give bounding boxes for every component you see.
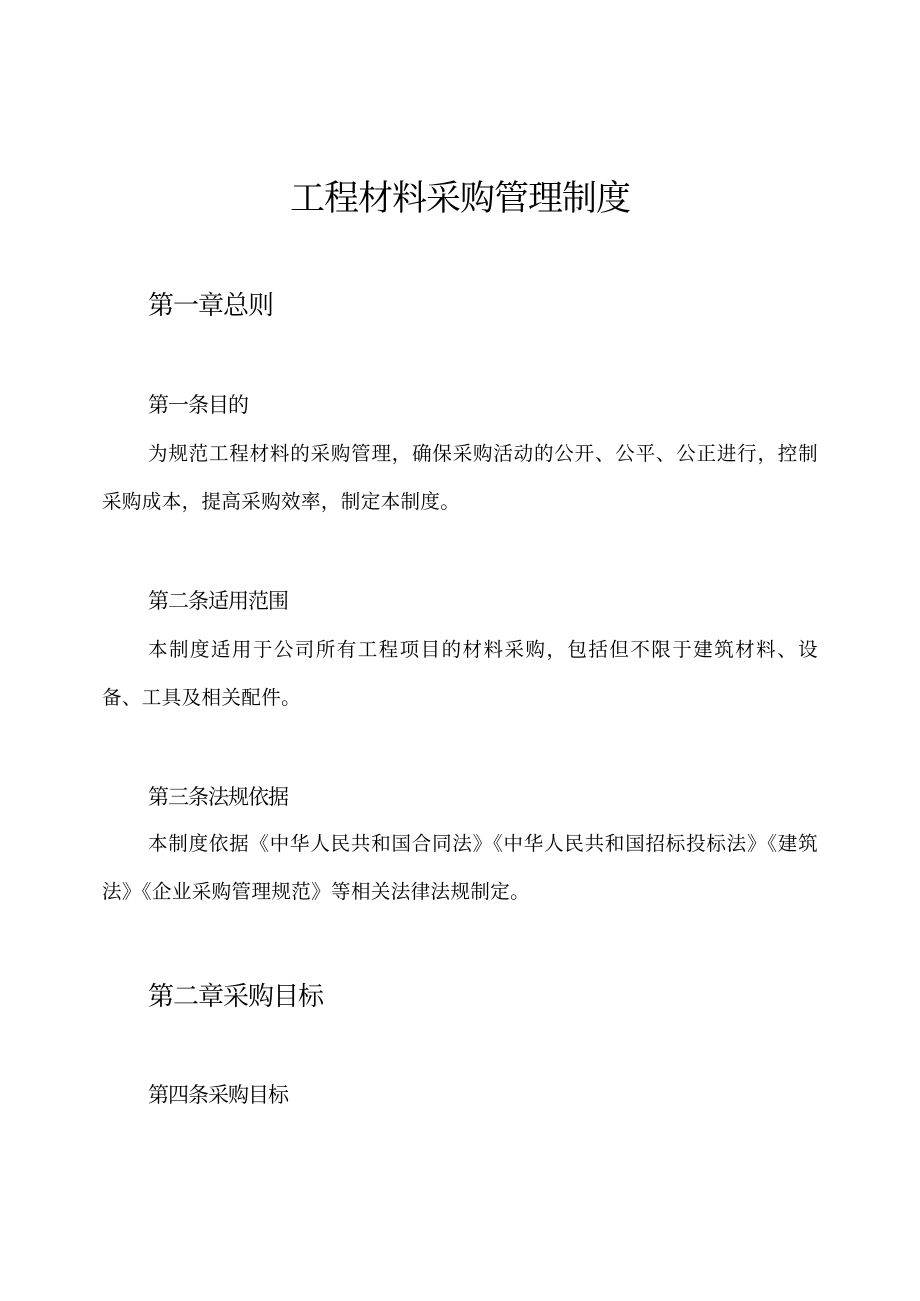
article-3-text: 本制度依据《中华人民共和国合同法》《中华人民共和国招标投标法》《建筑法》《企业采购管理规范》等相关法律法规制定。 <box>102 832 818 903</box>
chapter-1-heading: 第一章总则 <box>148 291 274 321</box>
article-4-heading: 第四条采购目标 <box>148 1083 288 1107</box>
article-3-heading: 第三条法规依据 <box>148 785 288 809</box>
article-1-heading: 第一条目的 <box>148 393 248 417</box>
chapter-2-heading: 第二章采购目标 <box>148 982 324 1012</box>
article-2-heading: 第二条适用范围 <box>148 589 288 613</box>
article-1-text: 为规范工程材料的采购管理，确保采购活动的公开、公平、公正进行，控制采购成本，提高采购效率，制定本制度。 <box>102 442 818 513</box>
document-title: 工程材料采购管理制度 <box>289 179 630 219</box>
article-2-text: 本制度适用于公司所有工程项目的材料采购，包括但不限于建筑材料、设备、工具及相关配件。 <box>102 638 818 709</box>
